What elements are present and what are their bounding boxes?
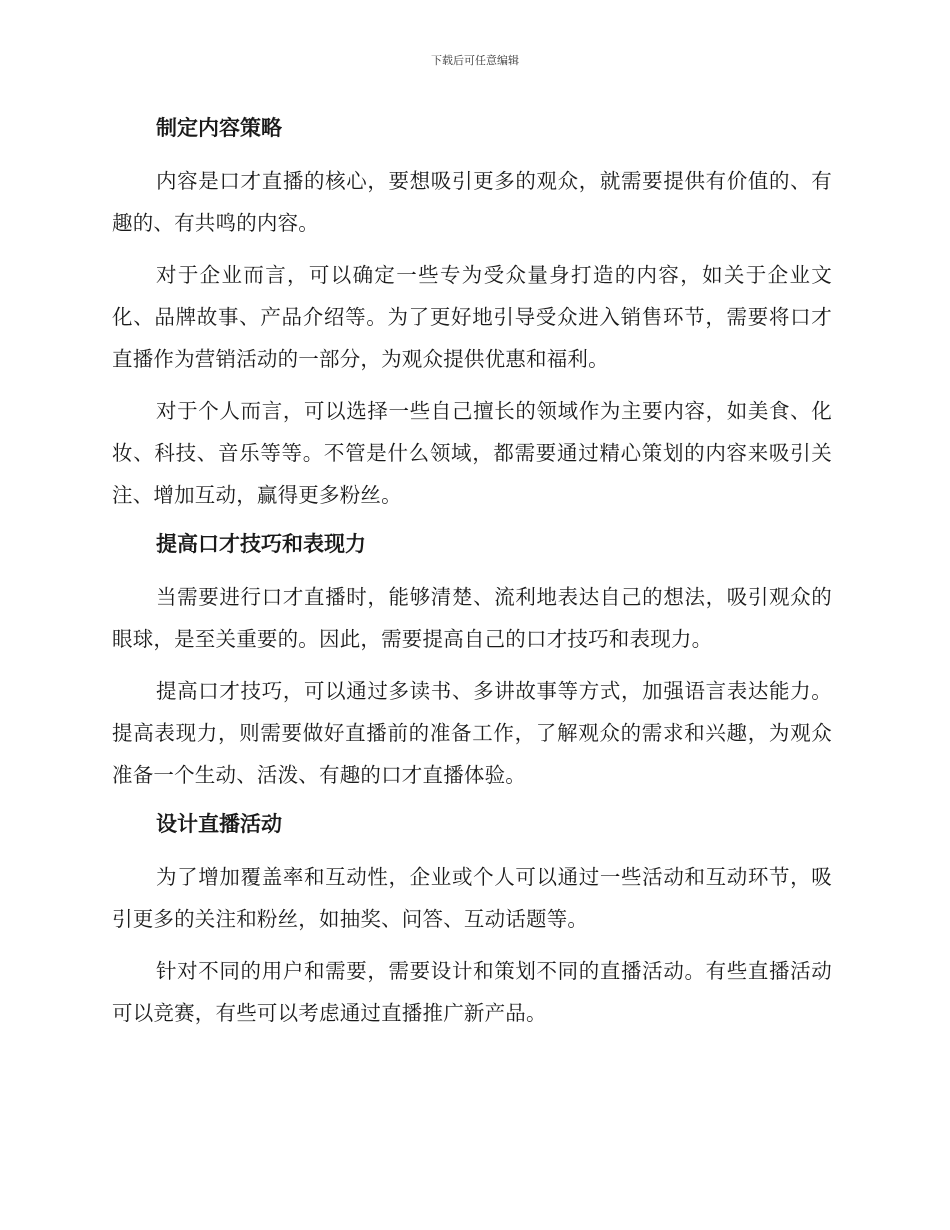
paragraph: 对于个人而言，可以选择一些自己擅长的领域作为主要内容，如美食、化妆、科技、音乐等等。不管是什么领域，都需要通过精心策划的内容来吸引关注、增加互动，赢得更多粉丝。 — [112, 399, 832, 507]
page-header: 下载后可任意编辑 — [431, 54, 519, 67]
section-heading-live-activities: 设计直播活动 — [156, 812, 282, 836]
paragraph: 提高口才技巧，可以通过多读书、多讲故事等方式，加强语言表达能力。提高表现力，则需要做好直播前的准备工作，了解观众的需求和兴趣，为观众准备一个生动、活泼、有趣的口才直播体验。 — [112, 679, 832, 787]
paragraph: 针对不同的用户和需要，需要设计和策划不同的直播活动。有些直播活动可以竞赛，有些可以考虑通过直播推广新产品。 — [112, 959, 832, 1025]
section-heading-speaking-skills: 提高口才技巧和表现力 — [156, 532, 366, 556]
paragraph: 为了增加覆盖率和互动性，企业或个人可以通过一些活动和互动环节，吸引更多的关注和粉丝，如抽奖、问答、互动话题等。 — [112, 865, 832, 931]
paragraph: 内容是口才直播的核心，要想吸引更多的观众，就需要提供有价值的、有趣的、有共鸣的内容。 — [112, 169, 832, 235]
section-heading-content-strategy: 制定内容策略 — [156, 116, 282, 140]
document-body — [112, 110, 832, 1044]
paragraph: 对于企业而言，可以确定一些专为受众量身打造的内容，如关于企业文化、品牌故事、产品介绍等。为了更好地引导受众进入销售环节，需要将口才直播作为营销活动的一部分，为观众提供优惠和福利。 — [112, 263, 832, 371]
paragraph: 当需要进行口才直播时，能够清楚、流利地表达自己的想法，吸引观众的眼球，是至关重要的。因此，需要提高自己的口才技巧和表现力。 — [112, 585, 832, 651]
